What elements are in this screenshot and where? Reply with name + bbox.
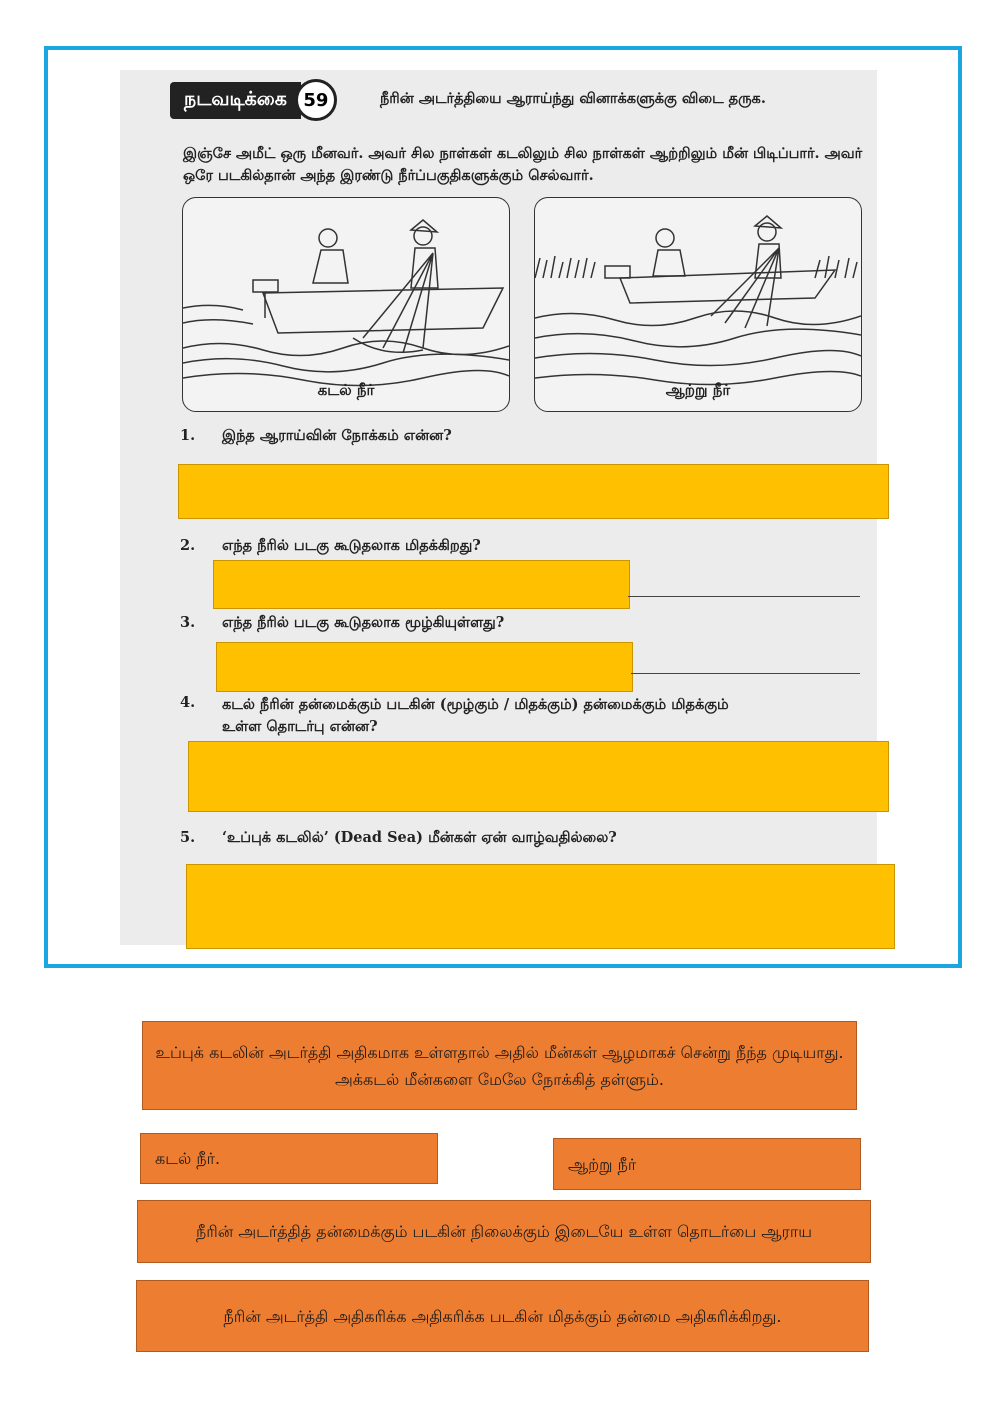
answer-card-text: நீரின் அடர்த்தி அதிகரிக்க அதிகரிக்க படகின் மிதக்கும் தன்மை அதிகரிக்கிறது. — [223, 1306, 782, 1326]
answer-card-aim[interactable] — [137, 1200, 871, 1263]
question-2 — [180, 537, 481, 556]
activity-number: 59 — [295, 79, 337, 121]
question-4 — [180, 694, 729, 738]
question-text: எந்த நீரில் படகு கூடுதலாக மூழ்கியுள்ளது? — [222, 614, 505, 631]
instruction-text: நீரின் அடர்த்தியை ஆராய்ந்து வினாக்களுக்கு விடை தருக. — [380, 90, 766, 107]
river-water-picture — [534, 197, 862, 412]
answer-drop-zone-4[interactable] — [188, 741, 889, 812]
answer-card-sea-water[interactable] — [140, 1133, 438, 1184]
answer-drop-zone-5[interactable] — [186, 864, 895, 949]
question-text-line2: உள்ள தொடர்பு என்ன? — [222, 718, 378, 735]
activity-header — [170, 80, 337, 120]
question-number: 2. — [180, 537, 196, 554]
question-text: இந்த ஆராய்வின் நோக்கம் என்ன? — [222, 427, 452, 444]
question-1 — [180, 427, 452, 446]
answer-card-text: நீரின் அடர்த்தித் தன்மைக்கும் படகின் நிலைக்கும் இடையே உள்ள தொடர்பை ஆராய — [195, 1222, 812, 1241]
question-number: 5. — [180, 829, 196, 846]
sea-water-caption: கடல் நீர் — [317, 381, 375, 399]
answer-card-dead-sea[interactable] — [142, 1021, 857, 1110]
river-water-caption: ஆற்று நீர் — [665, 381, 731, 399]
answer-drop-zone-1[interactable] — [178, 464, 889, 519]
question-number: 3. — [180, 614, 196, 631]
answer-line-3 — [631, 673, 860, 674]
boat-illustration-river — [535, 198, 861, 411]
question-text: ‘உப்புக் கடலில்’ (Dead Sea) மீன்கள் ஏன் வாழ்வதில்லை? — [222, 829, 617, 846]
story-paragraph: இஞ்சே அமீட் ஒரு மீனவர். அவர் சில நாள்கள் கடலிலும் சில நாள்கள் ஆற்றிலும் மீன் பிடிப்பார். அவர் ஒரே படகில்தான் அந்த இரண்டு நீர்ப்பகுதிகளுக்கும் செல்வார். — [183, 145, 863, 184]
answer-card-text: உப்புக் கடலின் அடர்த்தி அதிகமாக உள்ளதால் அதில் மீன்கள் ஆழமாகச் சென்று நீந்த முடியாது. அக்கடல் மீன்களை மேலே நோக்கித் தள்ளும். — [155, 1042, 844, 1089]
question-text: கடல் நீரின் தன்மைக்கும் படகின் (மூழ்கும் / மிதக்கும்) தன்மைக்கும் மிதக்கும் — [222, 696, 729, 713]
boat-illustration-sea — [183, 198, 509, 411]
question-3 — [180, 614, 504, 633]
answer-card-relationship[interactable] — [136, 1280, 869, 1352]
answer-card-text: கடல் நீர். — [155, 1149, 221, 1168]
answer-card-text: ஆற்று நீர் — [568, 1154, 637, 1174]
sea-water-picture — [182, 197, 510, 412]
activity-label: நடவடிக்கை — [170, 82, 301, 119]
answer-card-river-water[interactable] — [553, 1138, 861, 1190]
answer-drop-zone-3[interactable] — [216, 642, 633, 692]
answer-drop-zone-2[interactable] — [213, 560, 630, 609]
question-text: எந்த நீரில் படகு கூடுதலாக மிதக்கிறது? — [222, 537, 481, 554]
question-number: 4. — [180, 694, 196, 711]
question-5 — [180, 829, 617, 848]
answer-line-2 — [628, 596, 860, 597]
question-number: 1. — [180, 427, 196, 444]
